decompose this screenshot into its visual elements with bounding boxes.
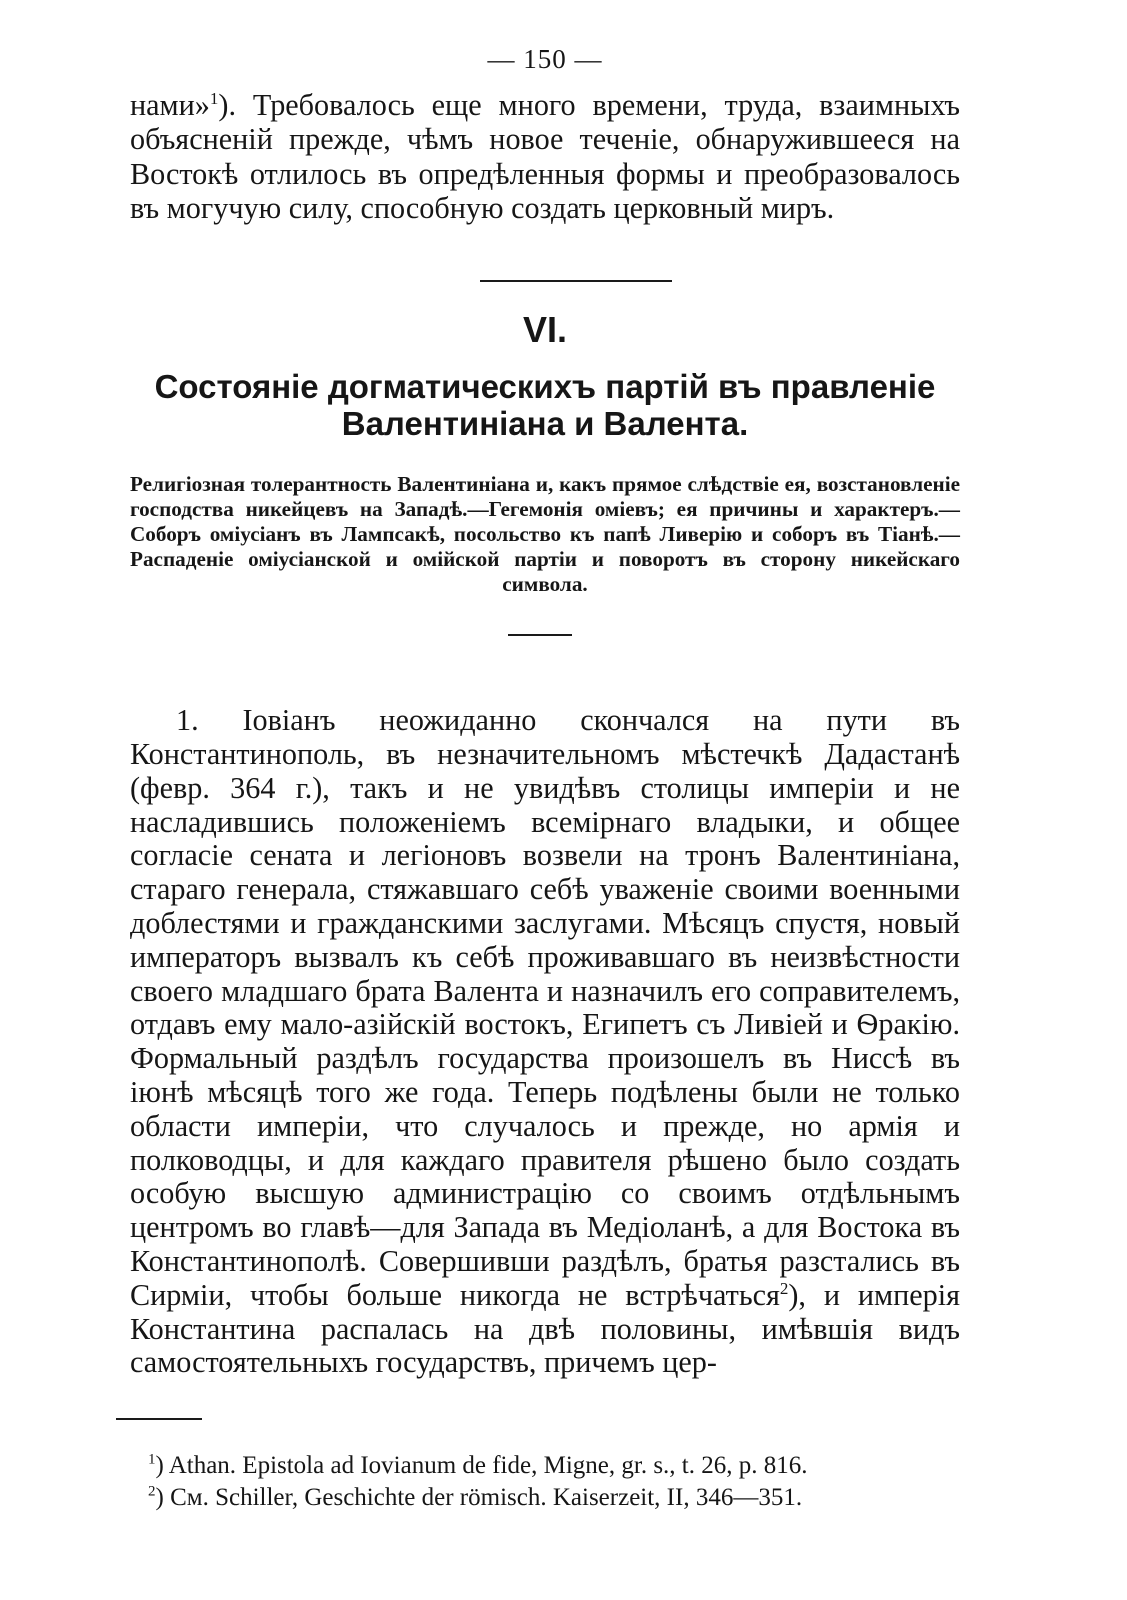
footnote-ref-2: 2 xyxy=(779,1278,789,1298)
intro-text-end: ). Требовалось еще много времени, труда, взаимныхъ объясненій прежде, чѣмъ новое теченіе, обнаружившееся на Востокѣ отлилось въ опредѣленныя формы и преобразовалось въ могучую силу, способную создать церковный миръ. xyxy=(130,88,960,225)
footnote-text-2: ) См. Schiller, Geschichte der römisch. Kaiserzeit, II, 346—351. xyxy=(155,1484,803,1511)
paragraph-1-text-start: 1. Іовіанъ неожиданно скончался на пути въ Константинополь, въ незначительномъ мѣстечкѣ Дадастанѣ (февр. 364 г.), такъ и не увидѣвъ столицы имперіи и не насладившись положеніемъ всемірнаго владыки, и общее согласіе сената и легіоновъ возвели на тронъ Валентиніана, стараго генерала, стяжавшаго себѣ уваженіе своими военными доблестями и гражданскими заслугами. Мѣсяцъ спустя, новый императоръ вызвалъ къ себѣ проживавшаго въ неизвѣстности своего младшаго брата Валента и назначилъ его соправителемъ, отдавъ ему мало-азійскій востокъ, Египетъ съ Ливіей и Ѳракію. Формальный раздѣлъ государства произошелъ въ Ниссѣ въ іюнѣ мѣсяцѣ того же года. Теперь подѣлены были не только области имперіи, что случалось и прежде, но армія и полководцы, и для каждаго правителя рѣшено было создать особую высшую администрацію со своимъ отдѣльнымъ центромъ во главѣ—для Запада въ Медіоланѣ, а для Востока въ Константинополѣ. Совершивши раздѣлъ, братья разстались въ Сирміи, чтобы больше никогда не встрѣчаться xyxy=(130,703,960,1312)
intro-text-start: нами» xyxy=(130,88,210,122)
section-number: VI. xyxy=(522,309,567,350)
section-title: Состояніе догматическихъ партій въ правленіе Валентиніана и Валента. xyxy=(154,368,936,442)
summary-rule xyxy=(508,634,572,636)
section-summary: Религіозная толерантность Валентиніана и, какъ прямое слѣдствіе ея, возстановленіе господства никейцевъ на Западѣ.—Гегемонія оміевъ; ея причины и характеръ.—Соборъ оміусіанъ въ Лампсакѣ, посольство къ папѣ Ливерію и соборъ въ Тіанѣ.—Распаденіе оміусіанской и омійской партіи и поворотъ въ сторону никейскаго символа. xyxy=(130,472,960,596)
footnote-separator xyxy=(116,1418,202,1420)
end-rule xyxy=(480,280,672,282)
footnote-ref-1: 1 xyxy=(209,88,219,108)
footnote-1 xyxy=(148,1450,960,1482)
footnote-mark-2: 2 xyxy=(148,1483,156,1500)
intro-paragraph xyxy=(130,88,960,225)
footnote-2 xyxy=(148,1482,960,1514)
footnote-text-1: ) Athan. Epistola ad Iovianum de fide, Migne, gr. s., t. 26, p. 816. xyxy=(155,1452,808,1479)
paragraph-1-text-end: ), и имперія Константина распалась на двѣ половины, имѣвшія видъ самостоятельныхъ государствъ, причемъ цер- xyxy=(130,1277,960,1380)
paragraph-1 xyxy=(130,704,960,1380)
book-page xyxy=(130,40,960,1511)
footnote-mark-1: 1 xyxy=(148,1451,156,1468)
footnotes xyxy=(148,1450,960,1514)
page-number: — 150 — xyxy=(487,44,603,74)
